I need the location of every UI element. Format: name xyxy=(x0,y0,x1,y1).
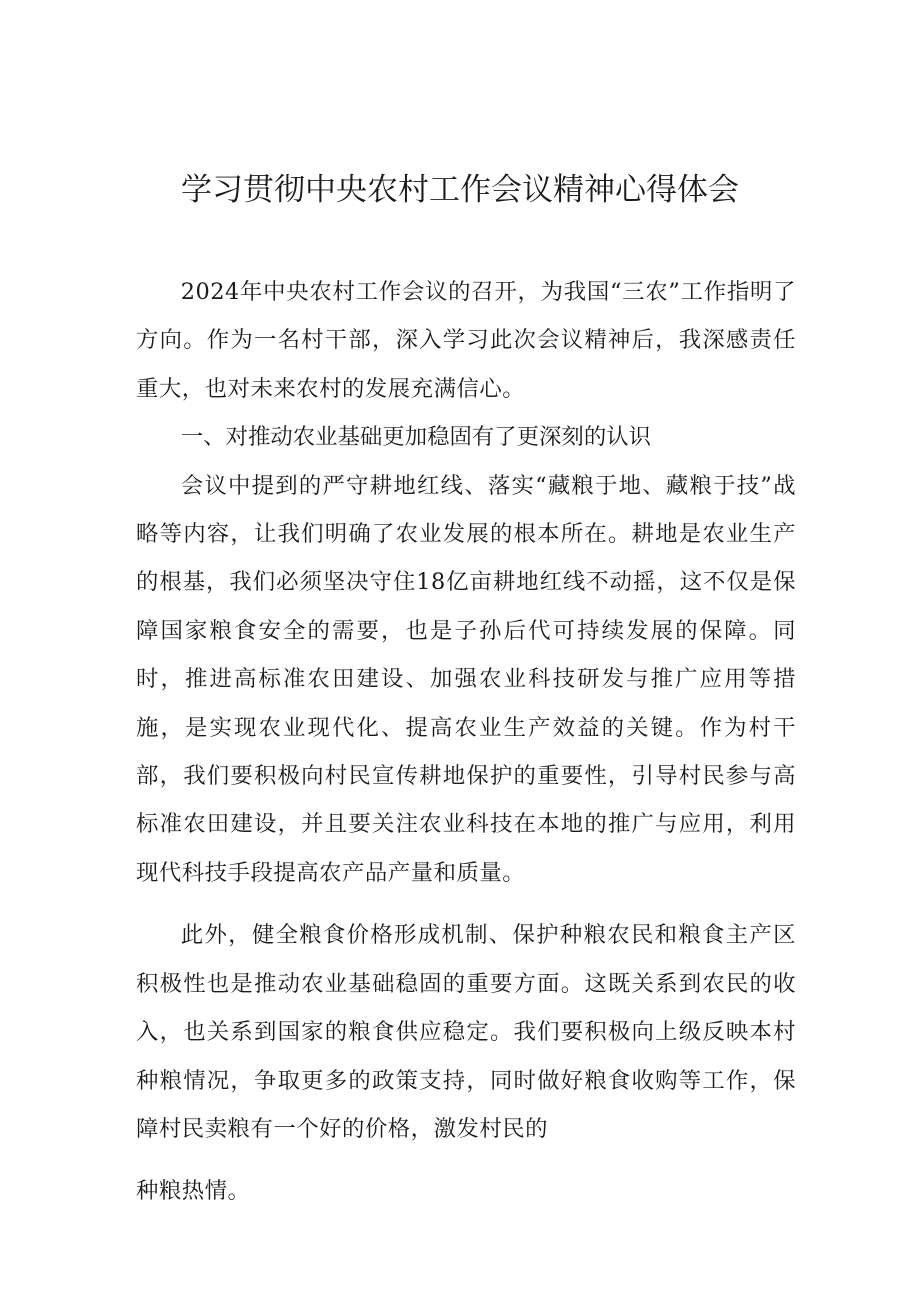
section-heading-1: 一、对推动农业基础更加稳固有了更深刻的认识 xyxy=(180,424,651,451)
document-body xyxy=(136,268,796,1216)
intro-paragraph: 2024年中央农村工作会议的召开，为我国“三农”工作指明了方向。作为一名村干部，深入学习此次会议精神后，我深感责任重大，也对未来农村的发展充满信心。 xyxy=(136,279,796,402)
section-1-paragraph-2: 此外，健全粮食价格形成机制、保护种粮农民和粮食主产区积极性也是推动农业基础稳固的重要方面。这既关系到农民的收入，也关系到国家的粮食供应稳定。我们要积极向上级反映本村种粮情况，争取更多的政策支持，同时做好粮食收购等工作，保障村民卖粮有一个好的价格，激发村民的 xyxy=(136,922,796,1142)
section-1-paragraph-2-continued: 种粮热情。 xyxy=(136,1178,251,1205)
document-title: 学习贯彻中央农村工作会议精神心得体会 xyxy=(181,172,739,208)
section-1-paragraph-1: 会议中提到的严守耕地红线、落实“藏粮于地、藏粮于技”战略等内容，让我们明确了农业发展的根本所在。耕地是农业生产的根基，我们必须坚决守住18亿亩耕地红线不动摇，这不仅是保障国家粮食安全的需要，也是子孙后代可持续发展的保障。同时，推进高标准农田建设、加强农业科技研发与推广应用等措施，是实现农业现代化、提高农业生产效益的关键。作为村干部，我们要积极向村民宣传耕地保护的重要性，引导村民参与高标准农田建设，并且要关注农业科技在本地的推广与应用，利用现代科技手段提高农产品产量和质量。 xyxy=(136,472,796,886)
